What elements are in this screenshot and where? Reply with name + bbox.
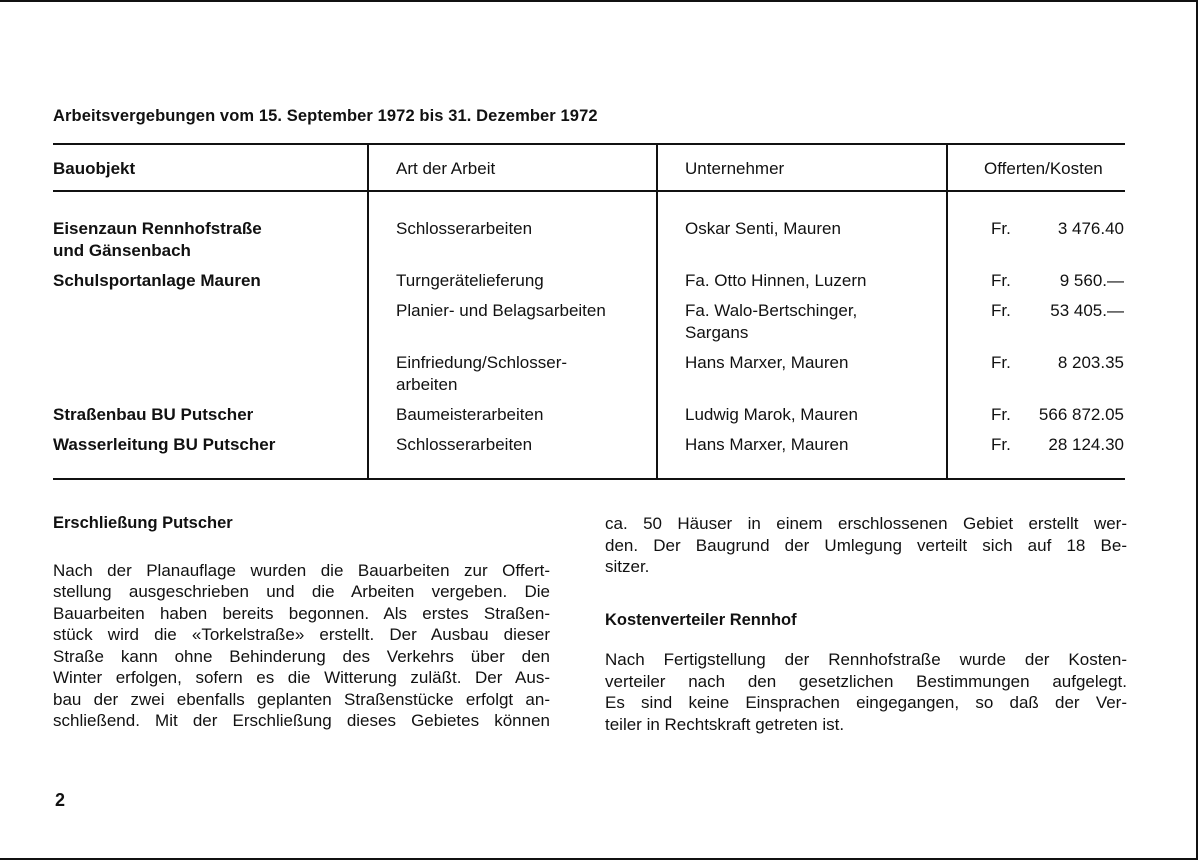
- section-heading: Erschließung Putscher: [53, 514, 233, 532]
- text-line: bau der zwei ebenfalls geplanten Straßenstücke erfolgt an-: [53, 689, 550, 709]
- text-line: Nach Fertigstellung der Rennhofstraße wurde der Kosten-: [605, 650, 1127, 669]
- cell-currency: Fr.: [991, 435, 1011, 454]
- text-line: verteiler nach den gesetzlichen Bestimmungen aufgelegt.: [605, 671, 1127, 691]
- section-erschliessung: [53, 513, 550, 732]
- cell-betrag: 8 203.35: [1057, 353, 1124, 372]
- cell-art: Schlosserarbeiten: [396, 219, 533, 238]
- column-divider: [656, 143, 658, 479]
- cell-bauobjekt: Straßenbau BU Putscher: [53, 405, 254, 424]
- cell-unternehmer: Ludwig Marok, Mauren: [685, 405, 858, 424]
- text-line: Nach der Planauflage wurden die Bauarbeiten zur Offert-: [53, 560, 550, 580]
- text-line: stück wird die «Torkelstraße» erstellt. Der Ausbau dieser: [53, 625, 550, 644]
- header-unternehmer: Unternehmer: [685, 159, 785, 178]
- cell-currency: Fr.: [991, 353, 1011, 372]
- cell-unternehmer: Sargans: [685, 323, 749, 342]
- header-bauobjekt: Bauobjekt: [53, 159, 136, 178]
- document-title: Arbeitsvergebungen vom 15. September 1972 bis 31. Dezember 1972: [53, 107, 598, 125]
- cell-betrag: 53 405.—: [1050, 301, 1124, 320]
- section-right: [605, 513, 1127, 735]
- cell-bauobjekt: und Gänsenbach: [53, 241, 191, 260]
- cell-unternehmer: Oskar Senti, Mauren: [685, 219, 841, 238]
- cell-art: Turngerätelieferung: [396, 271, 544, 290]
- table-header-rule: [53, 190, 1125, 192]
- column-divider: [946, 143, 948, 479]
- cell-betrag: 9 560.—: [1059, 271, 1124, 290]
- page-number: 2: [55, 790, 66, 810]
- cell-currency: Fr.: [991, 405, 1011, 424]
- cell-art: Schlosserarbeiten: [396, 435, 533, 454]
- column-divider: [367, 143, 369, 479]
- cell-art: arbeiten: [396, 375, 458, 394]
- cell-currency: Fr.: [991, 301, 1011, 320]
- table-top-rule: [53, 143, 1125, 145]
- table-bottom-rule: [53, 478, 1125, 480]
- cell-betrag: 28 124.30: [1048, 435, 1124, 454]
- header-art: Art der Arbeit: [396, 159, 496, 178]
- text-line: stellung ausgeschrieben und die Arbeiten vergeben. Die: [53, 582, 550, 601]
- text-line: sitzer.: [605, 557, 650, 576]
- cell-currency: Fr.: [991, 219, 1011, 238]
- cell-bauobjekt: Wasserleitung BU Putscher: [53, 435, 276, 454]
- cell-betrag: 3 476.40: [1057, 219, 1124, 238]
- text-line: Es sind keine Einsprachen eingegangen, so daß der Ver-: [605, 693, 1127, 712]
- text-line: teiler in Rechtskraft getreten ist.: [605, 714, 845, 734]
- cell-unternehmer: Fa. Otto Hinnen, Luzern: [685, 271, 867, 290]
- text-line: den. Der Baugrund der Umlegung verteilt sich auf 18 Be-: [605, 535, 1127, 555]
- paragraph: [605, 649, 1127, 735]
- text-line: Straße kann ohne Behinderung des Verkehrs über den: [53, 646, 550, 666]
- cell-unternehmer: Fa. Walo-Bertschinger,: [685, 301, 858, 320]
- cell-art: Einfriedung/Schlosser-: [396, 353, 568, 372]
- cell-art: Baumeisterarbeiten: [396, 405, 544, 424]
- cell-art: Planier- und Belagsarbeiten: [396, 301, 606, 320]
- header-kosten: Offerten/Kosten: [984, 159, 1103, 178]
- text-line: Winter erfolgen, sofern es die Witterung zuläßt. Der Aus-: [53, 668, 550, 687]
- cell-betrag: 566 872.05: [1038, 405, 1124, 424]
- text-line: Bauarbeiten haben bereits begonnen. Als erstes Straßen-: [53, 603, 550, 623]
- cell-currency: Fr.: [991, 271, 1011, 290]
- cell-bauobjekt: Schulsportanlage Mauren: [53, 271, 261, 290]
- paragraph-continuation: [605, 513, 1127, 578]
- section-heading: Kostenverteiler Rennhof: [605, 610, 797, 629]
- text-line: schließend. Mit der Erschließung dieses Gebietes können: [53, 711, 550, 730]
- text-line: ca. 50 Häuser in einem erschlossenen Gebiet erstellt wer-: [605, 514, 1127, 533]
- cell-unternehmer: Hans Marxer, Mauren: [685, 353, 849, 372]
- cell-bauobjekt: Eisenzaun Rennhofstraße: [53, 219, 262, 238]
- cell-unternehmer: Hans Marxer, Mauren: [685, 435, 849, 454]
- paragraph: [53, 560, 550, 732]
